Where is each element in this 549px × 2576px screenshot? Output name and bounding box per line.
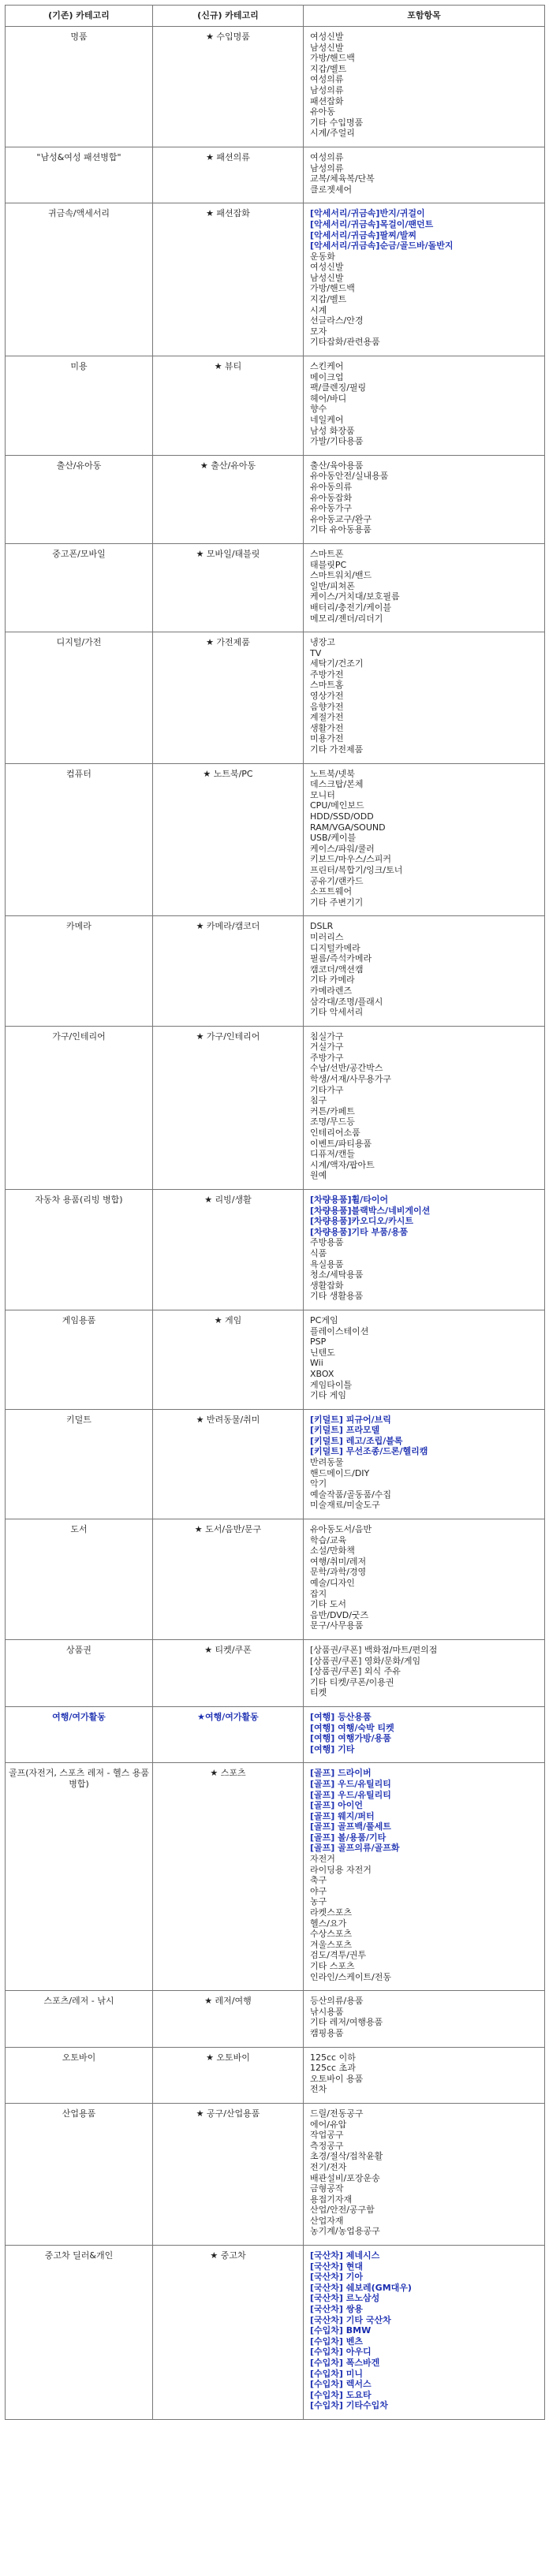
list-item: 조명/무드등: [310, 1117, 355, 1128]
list-item: [국산차] 기타 국산차: [310, 2314, 391, 2325]
list-item: 스마트홈: [310, 680, 344, 691]
list-item: 선글라스/안경: [310, 315, 364, 326]
list-item: 미술재료/미술도구: [310, 1500, 380, 1511]
list-item: 세탁기/건조기: [310, 658, 364, 669]
list-item: TV: [310, 647, 322, 658]
included-items-cell: [304, 1706, 545, 1762]
included-items-cell: [304, 543, 545, 632]
list-item: 유아동교구/완구: [310, 513, 372, 524]
list-item: 기타 가전제품: [310, 744, 364, 755]
old-category-cell: 스포츠/레저 - 낚시: [6, 1991, 153, 2047]
list-item: PC게임: [310, 1314, 338, 1325]
old-category-cell: 중고차 딜러&개인: [6, 2246, 153, 2420]
new-category-cell: ★ 오토바이: [153, 2047, 304, 2103]
list-item: 남성의류: [310, 84, 344, 95]
list-item: [골프] 우드/유틸리티: [310, 1778, 391, 1789]
list-item: [악세서리/귀금속]순금/골드바/돌반지: [310, 240, 454, 252]
table-row: [6, 27, 545, 147]
list-item: 생활잡화: [310, 1280, 344, 1291]
list-item: 기타가구: [310, 1084, 344, 1095]
table-row: [6, 763, 545, 916]
new-category-cell: ★ 티켓/쿠폰: [153, 1639, 304, 1706]
list-item: 디퓨저/캔들: [310, 1149, 355, 1160]
list-item: [국산차] 현대: [310, 2261, 364, 2272]
list-item: [상품권/쿠폰] 영화/문화/게임: [310, 1655, 421, 1666]
list-item: 문구/사무용품: [310, 1620, 364, 1631]
list-item: 유아동가구: [310, 503, 353, 514]
included-items-cell: [304, 1639, 545, 1706]
included-items-cell: [304, 632, 545, 764]
list-item: 클로젯셰어: [310, 184, 353, 195]
list-item: [국산차] 기아: [310, 2272, 364, 2283]
list-item: 오토바이 용품: [310, 2073, 364, 2084]
list-item: 인테리어소품: [310, 1128, 360, 1139]
list-item: 기타 수입명품: [310, 117, 364, 128]
list-item: 잡지: [310, 1588, 327, 1599]
list-item: 남성의류: [310, 162, 344, 173]
included-items-cell: [304, 147, 545, 203]
list-item: 주방가전: [310, 669, 344, 680]
list-item: [악세서리/귀금속]반지/귀걸이: [310, 208, 425, 219]
old-category-cell: 게임용품: [6, 1310, 153, 1409]
list-item: 모니터: [310, 789, 335, 800]
table-body: [6, 27, 545, 2420]
old-category-cell: 명품: [6, 27, 153, 147]
included-items-cell: [304, 356, 545, 456]
list-item: 겨울스포츠: [310, 1939, 353, 1950]
included-items-cell: [304, 1310, 545, 1409]
list-item: XBOX: [310, 1368, 334, 1379]
new-category-cell: ★ 중고차: [153, 2246, 304, 2420]
list-item: [상품권/쿠폰] 외식 주유: [310, 1666, 401, 1677]
list-item: [골프] 볼/용품/기타: [310, 1832, 387, 1843]
list-item: 미용가전: [310, 733, 344, 744]
list-item: 원예: [310, 1170, 327, 1181]
list-item: 침구: [310, 1095, 327, 1106]
list-item: 주방가구: [310, 1052, 344, 1063]
list-item: [골프] 골프백/풀세트: [310, 1821, 391, 1832]
list-item: 악기: [310, 1478, 327, 1489]
list-item: 예술작품/골동품/수집: [310, 1489, 392, 1500]
table-row: [6, 1026, 545, 1189]
included-items-cell: [304, 1763, 545, 1991]
list-item: [수입차] BMW: [310, 2325, 372, 2336]
included-items-cell: [304, 1519, 545, 1640]
list-item: 팩/클렌징/필링: [310, 382, 367, 393]
table-row: [6, 1639, 545, 1706]
list-item: 배관설비/포장운송: [310, 2172, 380, 2183]
list-item: 금형공작: [310, 2183, 344, 2194]
list-item: USB/케이블: [310, 833, 357, 844]
list-item: 침실가구: [310, 1031, 344, 1042]
new-category-cell: ★ 카메라/캠코더: [153, 916, 304, 1026]
list-item: [여행] 등산용품: [310, 1711, 372, 1722]
list-item: PSP: [310, 1336, 327, 1348]
list-item: 전기/전자: [310, 2161, 347, 2172]
list-item: 네일케어: [310, 415, 344, 425]
list-item: 삼각대/조명/플래시: [310, 996, 383, 1007]
list-item: HDD/SSD/ODD: [310, 811, 374, 822]
included-items-cell: [304, 2246, 545, 2420]
list-item: [차량용품]블랙박스/네비게이션: [310, 1205, 431, 1216]
table-row: [6, 455, 545, 543]
list-item: 메이크업: [310, 371, 344, 382]
list-item: 검도/격투/권투: [310, 1950, 367, 1961]
list-item: 드릴/전동공구: [310, 2108, 364, 2119]
list-item: 용접기자재: [310, 2194, 353, 2205]
table-row: [6, 203, 545, 356]
old-category-cell: 가구/인테리어: [6, 1026, 153, 1189]
list-item: [수입차] 도요타: [310, 2389, 372, 2400]
table-row: [6, 632, 545, 764]
old-category-cell: 상품권: [6, 1639, 153, 1706]
list-item: 산업자재: [310, 2215, 344, 2226]
table-row: [6, 543, 545, 632]
list-item: 여행/취미/레저: [310, 1556, 367, 1567]
list-item: 헤어/바디: [310, 393, 347, 404]
list-item: [악세서리/귀금속]목걸이/팬던트: [310, 218, 434, 229]
list-item: [여행] 여행가방/용품: [310, 1733, 391, 1744]
list-item: 음반/DVD/굿즈: [310, 1609, 369, 1620]
new-category-cell: ★ 리빙/생활: [153, 1190, 304, 1310]
list-item: 주방용품: [310, 1237, 344, 1248]
list-item: 인라인/스케이트/전동: [310, 1971, 392, 1982]
table-row: [6, 1190, 545, 1310]
list-item: 태블릿PC: [310, 559, 347, 570]
list-item: 기타 주변기기: [310, 897, 364, 908]
list-item: 기타 티켓/쿠폰/이용권: [310, 1676, 394, 1687]
old-category-cell: 도서: [6, 1519, 153, 1640]
list-item: [국산차] 르노삼성: [310, 2293, 380, 2304]
list-item: 캠코더/액션캠: [310, 964, 364, 975]
list-item: [키덜트] 피규어/브릭: [310, 1414, 391, 1425]
list-item: [국산차] 쌍용: [310, 2304, 364, 2315]
table-row: [6, 916, 545, 1026]
list-item: 게임타이틀: [310, 1379, 353, 1390]
list-item: 전차: [310, 2084, 327, 2095]
list-item: 배터리/충전기/케이블: [310, 602, 392, 613]
old-category-cell: "남성&여성 패션병합": [6, 147, 153, 203]
list-item: [수입차] 아우디: [310, 2347, 372, 2358]
list-item: 라이딩용 자전거: [310, 1864, 372, 1875]
new-category-cell: ★ 가전제품: [153, 632, 304, 764]
new-category-cell: ★ 출산/유아동: [153, 455, 304, 543]
list-item: [여행] 여행/숙박 티켓: [310, 1722, 394, 1733]
list-item: 영상가전: [310, 691, 344, 702]
old-category-cell: 카메라: [6, 916, 153, 1026]
list-item: 여성의류: [310, 151, 344, 162]
list-item: 기타 카메라: [310, 975, 355, 986]
included-items-cell: [304, 763, 545, 916]
new-category-cell: ★ 반려동물/취미: [153, 1409, 304, 1519]
list-item: 출산/육아용품: [310, 460, 364, 471]
list-item: 가방/핸드백: [310, 283, 355, 294]
new-category-cell: ★ 스포츠: [153, 1763, 304, 1991]
list-item: 기타잡화/관련용품: [310, 337, 380, 348]
table-row: [6, 356, 545, 456]
list-item: 기타 유아동용품: [310, 524, 372, 535]
list-item: 지갑/벨트: [310, 63, 347, 74]
list-item: 초경/절삭/접착윤활: [310, 2151, 383, 2162]
old-category-cell: 키덜트: [6, 1409, 153, 1519]
list-item: 낚시용품: [310, 2006, 344, 2017]
list-item: 야구: [310, 1885, 327, 1896]
list-item: 소프트웨어: [310, 886, 353, 897]
list-item: 필름/즉석카메라: [310, 953, 372, 964]
list-item: [키덜트] 무선조종/드론/헬리캠: [310, 1446, 428, 1457]
list-item: 소설/만화책: [310, 1545, 355, 1556]
list-item: 핸드메이드/DIY: [310, 1467, 370, 1478]
table-row: [6, 2246, 545, 2420]
list-item: [키덜트] 레고/조립/블록: [310, 1435, 403, 1446]
list-item: 측정공구: [310, 2140, 344, 2151]
list-item: CPU/메인보드: [310, 800, 364, 811]
list-item: 청소/세탁용품: [310, 1269, 364, 1281]
list-item: Wii: [310, 1358, 323, 1369]
list-item: 데스크탑/본체: [310, 779, 364, 790]
list-item: 시계/액자/팝아트: [310, 1159, 375, 1170]
list-item: 학생/서재/사무용가구: [310, 1074, 392, 1085]
included-items-cell: [304, 1991, 545, 2047]
old-category-cell: 오토바이: [6, 2047, 153, 2103]
list-item: [국산차] 제네시스: [310, 2250, 380, 2261]
table-row: [6, 2047, 545, 2103]
list-item: 스마트워치/밴드: [310, 570, 372, 581]
list-item: 거실가구: [310, 1042, 344, 1053]
list-item: 기타 스포츠: [310, 1961, 355, 1971]
included-items-cell: [304, 916, 545, 1026]
list-item: DSLR: [310, 921, 334, 932]
list-item: [상품권/쿠폰] 백화점/마트/편의점: [310, 1644, 438, 1655]
list-item: 농구: [310, 1896, 327, 1907]
list-item: 헬스/요가: [310, 1918, 347, 1929]
list-item: 농기계/농업용공구: [310, 2226, 380, 2237]
list-item: [골프] 아이언: [310, 1800, 364, 1811]
old-category-cell: 자동차 용품(리빙 병합): [6, 1190, 153, 1310]
category-mapping-table: [5, 5, 545, 2420]
list-item: 카메라렌즈: [310, 985, 353, 996]
list-item: [국산차] 쉐보레(GM대우): [310, 2282, 412, 2293]
list-item: 티켓: [310, 1687, 327, 1698]
list-item: 계절가전: [310, 712, 344, 723]
list-item: 닌텐도: [310, 1347, 335, 1358]
new-category-cell: ★ 뷰티: [153, 356, 304, 456]
list-item: 반려동물: [310, 1457, 344, 1468]
list-item: 유아동잡화: [310, 492, 353, 503]
header-new-category: (신규) 카테고리: [153, 6, 304, 27]
table-row: [6, 1519, 545, 1640]
list-item: [악세서리/귀금속]팔찌/발찌: [310, 229, 416, 240]
new-category-cell: ★ 공구/산업용품: [153, 2103, 304, 2245]
list-item: 여성신발: [310, 32, 344, 42]
list-item: 냉장고: [310, 637, 335, 648]
old-category-cell: 컴퓨터: [6, 763, 153, 916]
list-item: 수상스포츠: [310, 1929, 353, 1940]
list-item: [골프] 우드/유틸리티: [310, 1789, 391, 1800]
list-item: 커튼/카페트: [310, 1105, 355, 1117]
list-item: 유아동도서/음반: [310, 1524, 372, 1535]
new-category-cell: ★ 도서/음반/문구: [153, 1519, 304, 1640]
header-row: [6, 6, 545, 27]
old-category-cell: 출산/유아동: [6, 455, 153, 543]
header-included-items: 포함항목: [304, 6, 545, 27]
list-item: [골프] 드라이버: [310, 1768, 372, 1779]
old-category-cell: 디지털/가전: [6, 632, 153, 764]
table-row: [6, 1706, 545, 1762]
list-item: 캠핑용품: [310, 2027, 344, 2038]
list-item: [차량용품]기타 부품/용품: [310, 1226, 409, 1237]
list-item: 라켓스포츠: [310, 1907, 353, 1918]
list-item: 여성신발: [310, 262, 344, 273]
list-item: 예술/디자인: [310, 1578, 355, 1588]
new-category-cell: ★ 가구/인테리어: [153, 1026, 304, 1189]
list-item: 축구: [310, 1875, 327, 1886]
list-item: RAM/VGA/SOUND: [310, 822, 386, 833]
list-item: [키덜트] 프라모델: [310, 1425, 380, 1436]
included-items-cell: [304, 1409, 545, 1519]
old-category-cell: 귀금속/액세서리: [6, 203, 153, 356]
table-row: [6, 1409, 545, 1519]
new-category-cell: ★ 패션잡화: [153, 203, 304, 356]
included-items-cell: [304, 1190, 545, 1310]
list-item: 케이스/파워/쿨러: [310, 843, 375, 854]
list-item: 이벤트/파티용품: [310, 1138, 372, 1149]
table-row: [6, 147, 545, 203]
new-category-cell: ★ 수입명품: [153, 27, 304, 147]
included-items-cell: [304, 27, 545, 147]
new-category-cell: ★여행/여가활동: [153, 1706, 304, 1762]
new-category-cell: ★ 패션의류: [153, 147, 304, 203]
included-items-cell: [304, 2103, 545, 2245]
list-item: 학습/교육: [310, 1534, 347, 1545]
list-item: 남성신발: [310, 42, 344, 53]
new-category-cell: ★ 노트북/PC: [153, 763, 304, 916]
list-item: [골프] 골프의류/골프화: [310, 1843, 400, 1854]
old-category-cell: 중고폰/모바일: [6, 543, 153, 632]
list-item: 향수: [310, 404, 327, 415]
list-item: 기타 레저/여행용품: [310, 2017, 383, 2028]
list-item: 기타 악세서리: [310, 1007, 364, 1018]
list-item: 플레이스테이션: [310, 1325, 369, 1336]
list-item: 키보드/마우스/스피커: [310, 854, 392, 865]
old-category-cell: 미용: [6, 356, 153, 456]
list-item: 운동화: [310, 251, 335, 262]
list-item: 유아동: [310, 106, 335, 117]
list-item: 케이스/거치대/보호필름: [310, 591, 400, 602]
list-item: [수입차] 폭스바겐: [310, 2358, 380, 2368]
list-item: 스킨케어: [310, 361, 344, 372]
list-item: 모자: [310, 326, 327, 337]
list-item: 작업공구: [310, 2130, 344, 2141]
included-items-cell: [304, 203, 545, 356]
list-item: 시계: [310, 304, 327, 315]
table-row: [6, 1310, 545, 1409]
list-item: 에어/유압: [310, 2119, 347, 2130]
list-item: 125cc 이하: [310, 2052, 356, 2063]
list-item: 가발/기타용품: [310, 436, 364, 447]
list-item: 자전거: [310, 1854, 335, 1865]
list-item: 프린터/복합기/잉크/토너: [310, 864, 403, 875]
list-item: 패션잡화: [310, 95, 344, 106]
list-item: 남성 화장품: [310, 425, 355, 436]
list-item: 가방/핸드백: [310, 53, 355, 64]
list-item: 문학/과학/경영: [310, 1567, 367, 1578]
new-category-cell: ★ 게임: [153, 1310, 304, 1409]
list-item: 교복/체육복/단복: [310, 173, 375, 185]
list-item: 유아동의류: [310, 481, 353, 492]
included-items-cell: [304, 455, 545, 543]
list-item: 메모리/젠더/리더기: [310, 613, 383, 624]
list-item: 생활가전: [310, 722, 344, 733]
new-category-cell: ★ 레저/여행: [153, 1991, 304, 2047]
included-items-cell: [304, 2047, 545, 2103]
list-item: 기타 게임: [310, 1390, 347, 1401]
list-item: 음향가전: [310, 701, 344, 712]
list-item: [차량용품]휠/타이어: [310, 1195, 389, 1205]
list-item: 등산의류/용품: [310, 1996, 364, 2007]
list-item: 디지털카메라: [310, 942, 360, 953]
list-item: 수납/선반/공간박스: [310, 1063, 383, 1074]
list-item: [여행] 기타: [310, 1743, 355, 1754]
list-item: 기타 도서: [310, 1599, 347, 1610]
list-item: [골프] 웨지/퍼터: [310, 1810, 375, 1821]
list-item: 식품: [310, 1247, 327, 1258]
included-items-cell: [304, 1026, 545, 1189]
list-item: 여성의류: [310, 74, 344, 85]
old-category-cell: 골프(자전거, 스포츠 레저 - 헬스 용품 병합): [6, 1763, 153, 1991]
table-row: [6, 1991, 545, 2047]
table-row: [6, 1763, 545, 1991]
list-item: 미러리스: [310, 931, 344, 942]
list-item: 남성신발: [310, 272, 344, 283]
list-item: 노트북/넷북: [310, 768, 355, 779]
old-category-cell: 여행/여가활동: [6, 1706, 153, 1762]
list-item: 기타 생활용품: [310, 1291, 364, 1302]
list-item: 산업/안전/공구함: [310, 2205, 375, 2216]
list-item: 유아동안전/실내용품: [310, 471, 389, 482]
old-category-cell: 산업용품: [6, 2103, 153, 2245]
list-item: [수입차] 벤츠: [310, 2336, 364, 2347]
header-old-category: (기존) 카테고리: [6, 6, 153, 27]
list-item: [수입차] 기타수입차: [310, 2400, 388, 2411]
list-item: [수입차] 렉서스: [310, 2379, 372, 2390]
list-item: [차량용품]카오디오/카시트: [310, 1216, 413, 1227]
list-item: 시계/주얼리: [310, 128, 355, 139]
list-item: 지갑/벨트: [310, 294, 347, 305]
list-item: 욕실용품: [310, 1258, 344, 1269]
list-item: 공유기/랜카드: [310, 875, 364, 886]
list-item: 스마트폰: [310, 548, 344, 559]
table-row: [6, 2103, 545, 2245]
new-category-cell: ★ 모바일/태블릿: [153, 543, 304, 632]
list-item: 125cc 초과: [310, 2063, 356, 2074]
list-item: [수입차] 미니: [310, 2368, 364, 2379]
list-item: 일반/피쳐폰: [310, 580, 355, 591]
